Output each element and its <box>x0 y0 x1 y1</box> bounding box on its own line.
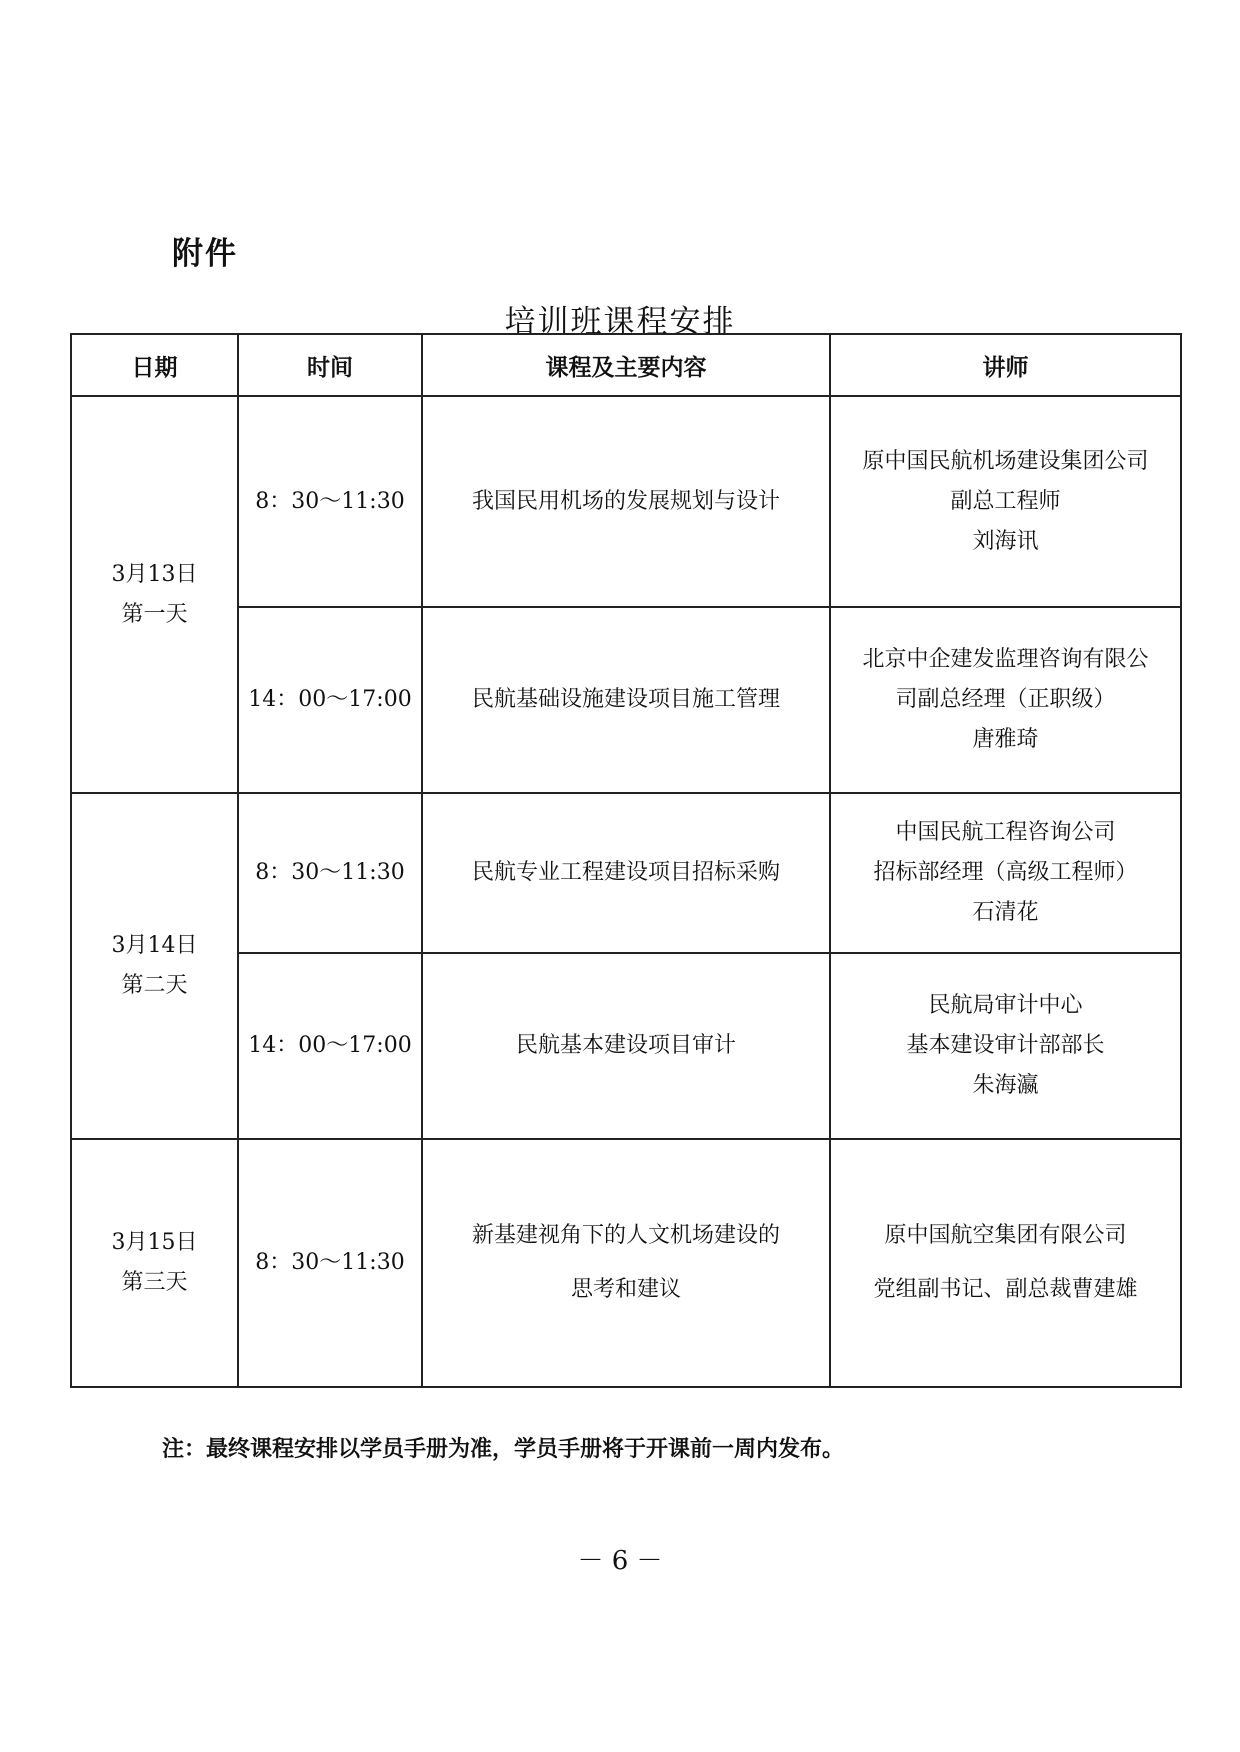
time-cell: 8：30～11:30 <box>238 396 422 607</box>
time-cell: 8：30～11:30 <box>238 793 422 953</box>
course-line: 新基建视角下的人文机场建设的 <box>471 1223 780 1248</box>
lecturer-line: 党组副书记、副总裁曹建雄 <box>873 1277 1138 1302</box>
time-cell: 8：30～11:30 <box>238 1139 422 1387</box>
lecturer-line: 北京中企建发监理咨询有限公 <box>862 647 1149 672</box>
course-line: 民航基本建设项目审计 <box>515 1033 736 1058</box>
table-title: 培训班课程安排 <box>504 304 736 340</box>
lecturer-line: 民航局审计中心 <box>928 993 1083 1018</box>
day-text: 第一天 <box>121 601 188 627</box>
lecturer-line: 招标部经理（高级工程师） <box>873 860 1138 885</box>
course-line: 思考和建议 <box>570 1277 681 1302</box>
day-text: 第三天 <box>121 1270 188 1295</box>
date-cell <box>71 396 238 793</box>
time-cell: 14：00～17:00 <box>238 607 422 793</box>
lecturer-cell <box>830 1139 1181 1387</box>
course-cell <box>422 396 830 607</box>
table-row <box>71 607 1181 793</box>
day-text: 第二天 <box>121 973 188 998</box>
course-line: 民航基础设施建设项目施工管理 <box>471 687 780 712</box>
time-cell: 14：00～17:00 <box>238 953 422 1139</box>
lecturer-line: 副总工程师 <box>950 488 1061 514</box>
course-cell <box>422 1139 830 1387</box>
footnote: 注：最终课程安排以学员手册为准，学员手册将于开课前一周内发布。 <box>162 1437 845 1462</box>
date-text: 3月15日 <box>111 1230 198 1255</box>
course-line: 民航专业工程建设项目招标采购 <box>471 860 780 885</box>
date-cell <box>71 793 238 1139</box>
lecturer-line: 中国民航工程咨询公司 <box>895 820 1116 845</box>
table-row <box>71 953 1181 1139</box>
lecturer-cell <box>830 396 1181 607</box>
page-number: － 6 － <box>577 1546 663 1576</box>
lecturer-line: 原中国民航机场建设集团公司 <box>862 448 1149 474</box>
table-row <box>71 793 1181 953</box>
table-row <box>71 1139 1181 1387</box>
lecturer-line: 朱海瀛 <box>972 1073 1039 1098</box>
schedule-table <box>70 333 1182 1388</box>
attachment-label: 附件 <box>172 236 238 272</box>
lecturer-cell <box>830 607 1181 793</box>
header-time: 时间 <box>238 334 422 396</box>
lecturer-line: 石清花 <box>972 900 1039 925</box>
lecturer-line: 司副总经理（正职级） <box>895 687 1116 712</box>
header-course: 课程及主要内容 <box>422 334 830 396</box>
lecturer-line: 刘海讯 <box>972 528 1039 554</box>
table-row <box>71 396 1181 607</box>
header-lecturer: 讲师 <box>830 334 1181 396</box>
course-cell <box>422 607 830 793</box>
course-cell <box>422 793 830 953</box>
header-row <box>71 334 1181 396</box>
course-cell <box>422 953 830 1139</box>
course-line: 我国民用机场的发展规划与设计 <box>471 488 780 514</box>
date-text: 3月13日 <box>111 561 198 587</box>
lecturer-line: 唐雅琦 <box>972 727 1039 752</box>
header-date: 日期 <box>71 334 238 396</box>
date-cell <box>71 1139 238 1387</box>
lecturer-line: 原中国航空集团有限公司 <box>884 1223 1127 1248</box>
date-text: 3月14日 <box>111 933 198 958</box>
lecturer-cell <box>830 953 1181 1139</box>
lecturer-line: 基本建设审计部部长 <box>906 1033 1105 1058</box>
lecturer-cell <box>830 793 1181 953</box>
